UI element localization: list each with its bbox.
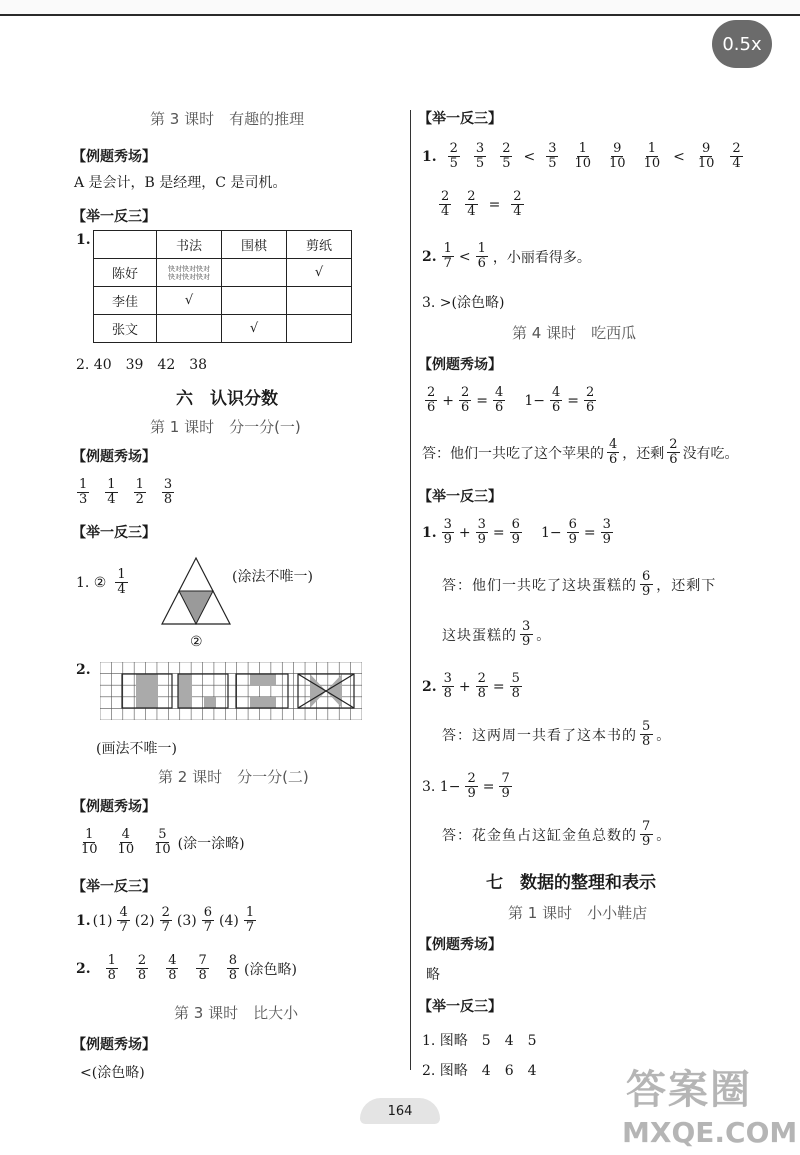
question-answer: 2. $\frac{3}{8}$ + $\frac{2}{8}$ = $\frac{5}{8}$ — [422, 671, 520, 701]
practice-label: 【举一反三】 — [72, 525, 156, 541]
column-divider — [410, 110, 411, 1070]
question-answer: 2. $\frac{1}{8}$ $\frac{2}{8}$ $\frac{4}{8}$ $\frac{7}{8}$ $\frac{8}{8}$ (涂色略) — [76, 953, 297, 983]
example-label: 【例题秀场】 — [72, 799, 156, 815]
watermark-logo: 答案圈 — [626, 1067, 752, 1113]
table-header: 围棋 — [222, 231, 287, 259]
table-cell: √ — [287, 259, 352, 287]
example-answer: 答：他们一共吃了这个苹果的 $\frac{4}{6}$ ，还剩 $\frac{2}{6}$ 没有吃。 — [422, 437, 739, 467]
fraction: $\frac{1}{6}$ — [477, 241, 486, 271]
fraction: $\frac{5}{8}$ — [511, 671, 520, 701]
practice-label: 【举一反三】 — [72, 209, 156, 225]
fraction: $\frac{7}{8}$ — [198, 953, 207, 983]
fraction: $\frac{8}{8}$ — [228, 953, 238, 983]
cell-note: 快对快对快对 — [168, 264, 210, 273]
lesson-title: 第 2 课时 分一分(二) — [158, 768, 309, 786]
table-cell: √ — [222, 315, 287, 343]
example-label: 【例题秀场】 — [418, 357, 502, 373]
fraction: $\frac{1}{2}$ — [135, 477, 144, 507]
fraction: $\frac{3}{9}$ — [443, 517, 452, 547]
question-answer: 答：这两周一共看了这本书的 $\frac{5}{8}$ 。 — [442, 719, 672, 749]
table-cell — [222, 259, 287, 287]
question-answer: 这块蛋糕的 $\frac{3}{9}$ 。 — [442, 619, 552, 649]
fraction: $\frac{3}{8}$ — [443, 671, 452, 701]
table-header-blank — [94, 231, 157, 259]
example-label: 【例题秀场】 — [72, 1037, 156, 1053]
fraction: $\frac{3}{5}$ — [475, 141, 485, 171]
example-answer: 略 — [426, 967, 440, 983]
fraction: $\frac{2}{6}$ — [669, 437, 678, 467]
fraction: $\frac{4}{10}$ — [117, 827, 135, 857]
top-bar — [0, 0, 800, 16]
fraction: $\frac{3}{8}$ — [163, 477, 173, 507]
lesson-title: 第 1 课时 小小鞋店 — [508, 904, 648, 922]
answer-note: (涂法不唯一) — [232, 569, 313, 585]
example-answer: $\frac{2}{6}$ + $\frac{2}{6}$ = $\frac{4}{6}$ 1− $\frac{4}{6}$ = $\frac{2}{6}$ — [427, 385, 595, 415]
chapter-title: 六 认识分数 — [176, 389, 278, 409]
practice-label: 【举一反三】 — [418, 489, 502, 505]
table-cell — [157, 315, 222, 343]
fraction: $\frac{6}{7}$ — [203, 905, 212, 935]
fraction: $\frac{2}{7}$ — [161, 905, 170, 935]
fraction: $\frac{6}{9}$ — [642, 569, 652, 599]
fraction: $\frac{4}{7}$ — [119, 905, 128, 935]
question-answer: 1. $\frac{2}{5}$ $\frac{3}{5}$ $\frac{2}{5}$ < $\frac{3}{5}$ $\frac{1}{10}$ $\frac{9}{10}$ $\frac{1}{10}$ < $\frac{9}{10}$ $\frac{2}{4}$ — [422, 141, 741, 171]
table-cell — [222, 287, 287, 315]
fraction: $\frac{1}{4}$ — [107, 477, 116, 507]
practice-label: 【举一反三】 — [72, 879, 156, 895]
question-number: 2. — [76, 662, 91, 678]
fraction: $\frac{6}{9}$ — [568, 517, 577, 547]
fraction: $\frac{2}{8}$ — [477, 671, 486, 701]
fraction: $\frac{9}{10}$ — [609, 141, 626, 171]
fraction: $\frac{2}{6}$ — [427, 385, 436, 415]
example-label: 【例题秀场】 — [418, 937, 502, 953]
question-answer: 答：花金鱼占这缸金鱼总数的 $\frac{7}{9}$ 。 — [442, 819, 672, 849]
example-label: 【例题秀场】 — [72, 449, 156, 465]
fraction: $\frac{2}{9}$ — [467, 771, 476, 801]
table-cell — [287, 287, 352, 315]
fraction: $\frac{5}{8}$ — [642, 719, 652, 749]
fraction-list — [74, 478, 177, 507]
fraction: $\frac{1}{10}$ — [81, 827, 98, 857]
reasoning-table — [93, 230, 352, 343]
table-cell: 李佳 — [94, 287, 157, 315]
table-cell: √ — [157, 287, 222, 315]
example-answer: <(涂色略) — [80, 1065, 145, 1081]
answer-note: (画法不唯一) — [96, 741, 177, 757]
fraction: $\frac{2}{5}$ — [502, 141, 511, 171]
fraction: $\frac{7}{9}$ — [642, 819, 652, 849]
question-answer: 答：他们一共吃了这块蛋糕的 $\frac{6}{9}$ ，还剩下 — [442, 569, 717, 599]
table-cell — [287, 315, 352, 343]
fraction: $\frac{1}{7}$ — [245, 905, 255, 935]
figure-mark: ② — [190, 634, 203, 650]
question-answer: 1. (1) $\frac{4}{7}$ (2) $\frac{2}{7}$ (3) $\frac{6}{7}$ (4) $\frac{1}{7}$ — [76, 905, 255, 935]
question-answer: $\frac{2}{4}$ $\frac{2}{4}$ = $\frac{2}{4}$ — [441, 189, 522, 219]
playback-speed-button[interactable]: 0.5x — [712, 20, 772, 68]
chapter-title: 七 数据的整理和表示 — [486, 873, 656, 893]
fraction: $\frac{1}{7}$ — [443, 241, 452, 271]
fraction-list: $\frac{1}{10}$ $\frac{4}{10}$ $\frac{5}{10}$ (涂一涂略) — [81, 827, 245, 857]
fraction: $\frac{3}{9}$ — [522, 619, 532, 649]
question-answer: 1. ② $\frac{1}{4}$ — [76, 567, 126, 597]
fraction: $\frac{2}{8}$ — [137, 953, 147, 983]
practice-label: 【举一反三】 — [418, 111, 502, 127]
triangle-figure — [160, 556, 232, 634]
fraction: $\frac{1}{10}$ — [574, 141, 592, 171]
lesson-title: 第 4 课时 吃西瓜 — [512, 324, 637, 342]
fraction: $\frac{1}{8}$ — [107, 953, 116, 983]
fraction: $\frac{2}{5}$ — [449, 141, 458, 171]
grid-drawing — [100, 662, 362, 720]
fraction: $\frac{2}{6}$ — [585, 385, 595, 415]
fraction: $\frac{4}{6}$ — [551, 385, 561, 415]
question-answer: 1. 图略 5 4 5 — [422, 1033, 537, 1049]
fraction: $\frac{1}{3}$ — [79, 477, 88, 507]
fraction: $\frac{1}{4}$ — [117, 567, 126, 597]
table-cell: 张文 — [94, 315, 157, 343]
cell-note: 快对快对快对 — [168, 272, 210, 281]
fraction: $\frac{5}{10}$ — [154, 827, 171, 857]
question-answer: 2. $\frac{1}{7}$ < $\frac{1}{6}$ ，小丽看得多。 — [422, 241, 591, 271]
fraction: $\frac{9}{10}$ — [697, 141, 715, 171]
question-answer: 3. >(涂色略) — [422, 295, 505, 311]
fraction: $\frac{2}{4}$ — [513, 189, 522, 219]
lesson-title: 第 1 课时 分一分(一) — [150, 418, 301, 436]
lesson-title: 第 3 课时 比大小 — [174, 1004, 299, 1022]
fraction: $\frac{3}{9}$ — [477, 517, 486, 547]
example-answer: A 是会计，B 是经理，C 是司机。 — [74, 175, 287, 191]
question-answer: 2. 图略 4 6 4 — [422, 1063, 537, 1079]
fraction: $\frac{2}{4}$ — [467, 189, 476, 219]
example-label: 【例题秀场】 — [72, 149, 156, 165]
fraction: $\frac{3}{9}$ — [602, 517, 611, 547]
table-header: 书法 — [157, 231, 222, 259]
fraction: $\frac{1}{10}$ — [643, 141, 661, 171]
question-answer: 2. 40 39 42 38 — [76, 357, 208, 373]
fraction: $\frac{4}{6}$ — [609, 437, 618, 467]
table-cell: 陈好 — [94, 259, 157, 287]
fraction: $\frac{6}{9}$ — [511, 517, 520, 547]
fraction: $\frac{7}{9}$ — [501, 771, 510, 801]
practice-label: 【举一反三】 — [418, 999, 502, 1015]
fraction: $\frac{2}{4}$ — [441, 189, 450, 219]
fraction: $\frac{3}{5}$ — [548, 141, 557, 171]
fraction: $\frac{2}{6}$ — [461, 385, 470, 415]
fraction: $\frac{4}{6}$ — [495, 385, 504, 415]
table-cell — [157, 259, 222, 287]
question-number: 1. — [76, 232, 91, 248]
question-answer: 3. 1− $\frac{2}{9}$ = $\frac{7}{9}$ — [422, 771, 510, 801]
fraction: $\frac{2}{4}$ — [732, 141, 741, 171]
page-number: 164 — [360, 1098, 440, 1124]
watermark-url: MXQE.COM — [622, 1116, 798, 1149]
fraction: $\frac{4}{8}$ — [168, 953, 177, 983]
question-answer: 1. $\frac{3}{9}$ + $\frac{3}{9}$ = $\frac{6}{9}$ 1− $\frac{6}{9}$ = $\frac{3}{9}$ — [422, 517, 611, 547]
lesson-title: 第 3 课时 有趣的推理 — [150, 110, 305, 128]
table-header: 剪纸 — [287, 231, 352, 259]
